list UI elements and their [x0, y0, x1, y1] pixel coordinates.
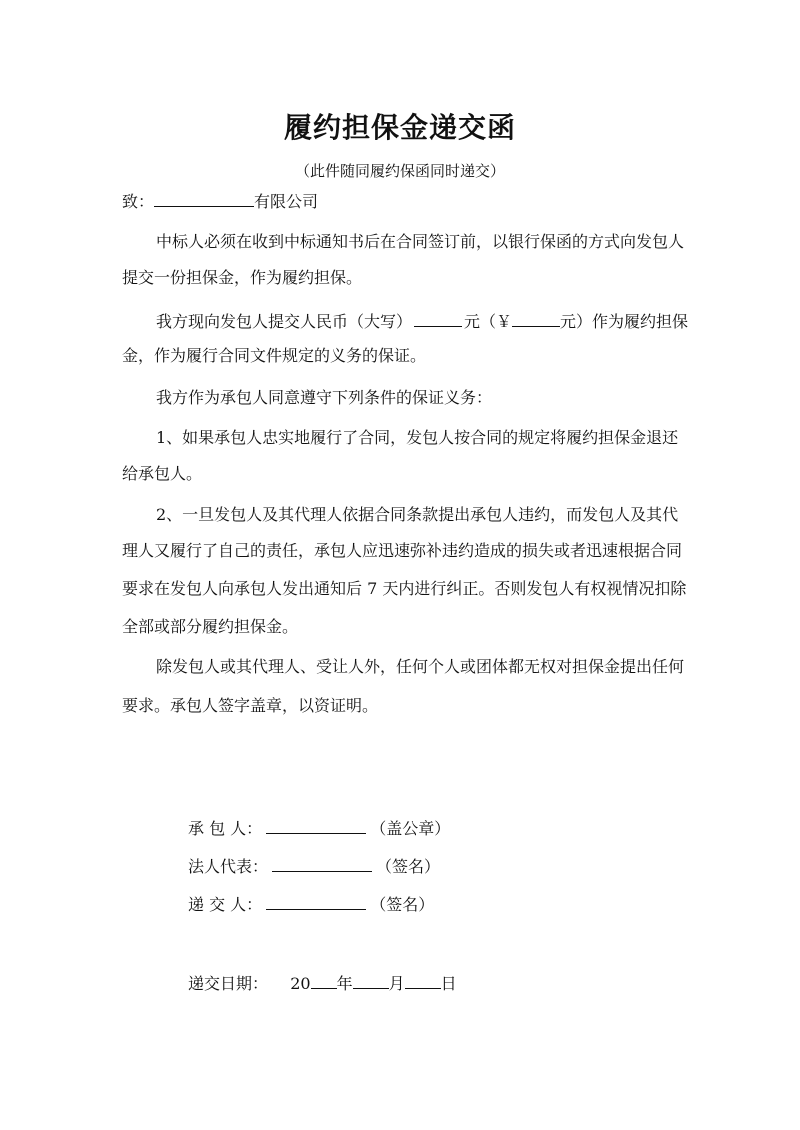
signature-row-submitter: [188, 892, 434, 915]
paragraph-5-line-1: 2、一旦发包人及其代理人依据合同条款提出承包人违约，而发包人及其代: [156, 505, 679, 524]
year-blank: [311, 972, 337, 989]
paragraph-3: 我方作为承包人同意遵守下列条件的保证义务：: [156, 388, 493, 407]
day-blank: [405, 972, 441, 989]
submission-date-row: [188, 971, 457, 994]
paragraph-2-line-2: 金，作为履行合同文件规定的义务的保证。: [122, 346, 427, 365]
date-day-char: 日: [440, 974, 457, 993]
date-century: 20: [290, 974, 311, 993]
paragraph-5-line-3: 要求在发包人向承包人发出通知后 7 天内进行纠正。否则发包人有权视情况扣除: [122, 579, 687, 598]
amount-mid: 元（￥: [464, 312, 513, 331]
legal-rep-label: 法人代表：: [188, 857, 269, 876]
amount-words-blank: [414, 310, 462, 327]
legal-rep-blank: [272, 855, 372, 872]
date-month-char: 月: [388, 974, 405, 993]
submitter-note: （签名）: [370, 895, 435, 914]
paragraph-1-line-1: 中标人必须在收到中标通知书后在合同签订前，以银行保函的方式向发包人: [156, 232, 685, 251]
contractor-blank: [266, 817, 366, 834]
amount-intro: 我方现向发包人提交人民币（大写）: [156, 312, 413, 331]
signature-row-legal-rep: [188, 854, 440, 877]
contractor-label: 承 包 人：: [188, 819, 263, 838]
submitter-blank: [266, 893, 366, 910]
paragraph-6-line-1: 除发包人或其代理人、受让人外，任何个人或团体都无权对担保金提出任何: [156, 657, 685, 676]
document-subtitle: （此件随同履约保函同时递交）: [294, 162, 505, 180]
legal-rep-note: （签名）: [376, 857, 441, 876]
paragraph-6-line-2: 要求。承包人签字盖章，以资证明。: [122, 696, 379, 715]
month-blank: [353, 972, 389, 989]
paragraph-1-line-2: 提交一份担保金，作为履约担保。: [122, 268, 363, 287]
contractor-note: （盖公章）: [370, 819, 451, 838]
paragraph-4-line-2: 给承包人。: [122, 464, 203, 483]
signature-row-contractor: [188, 816, 450, 839]
paragraph-5-line-2: 理人又履行了自己的责任，承包人应迅速弥补违约造成的损失或者迅速根据合同: [122, 541, 683, 560]
addressee-prefix: 致：: [122, 192, 155, 211]
paragraph-5-line-4: 全部或部分履约担保金。: [122, 617, 299, 636]
amount-end: 元）作为履约担保: [560, 312, 689, 331]
company-name-blank: [154, 190, 254, 207]
paragraph-4-line-1: 1、如果承包人忠实地履行了合同，发包人按合同的规定将履约担保金退还: [156, 428, 679, 447]
addressee-suffix: 有限公司: [254, 192, 319, 211]
submitter-label: 递 交 人：: [188, 895, 263, 914]
amount-figure-blank: [512, 310, 560, 327]
paragraph-2-line-1: [156, 310, 688, 332]
date-year-char: 年: [336, 974, 353, 993]
date-label: 递交日期：: [188, 974, 269, 993]
document-title: 履约担保金递交函: [283, 111, 516, 144]
addressee-line: [122, 190, 318, 212]
